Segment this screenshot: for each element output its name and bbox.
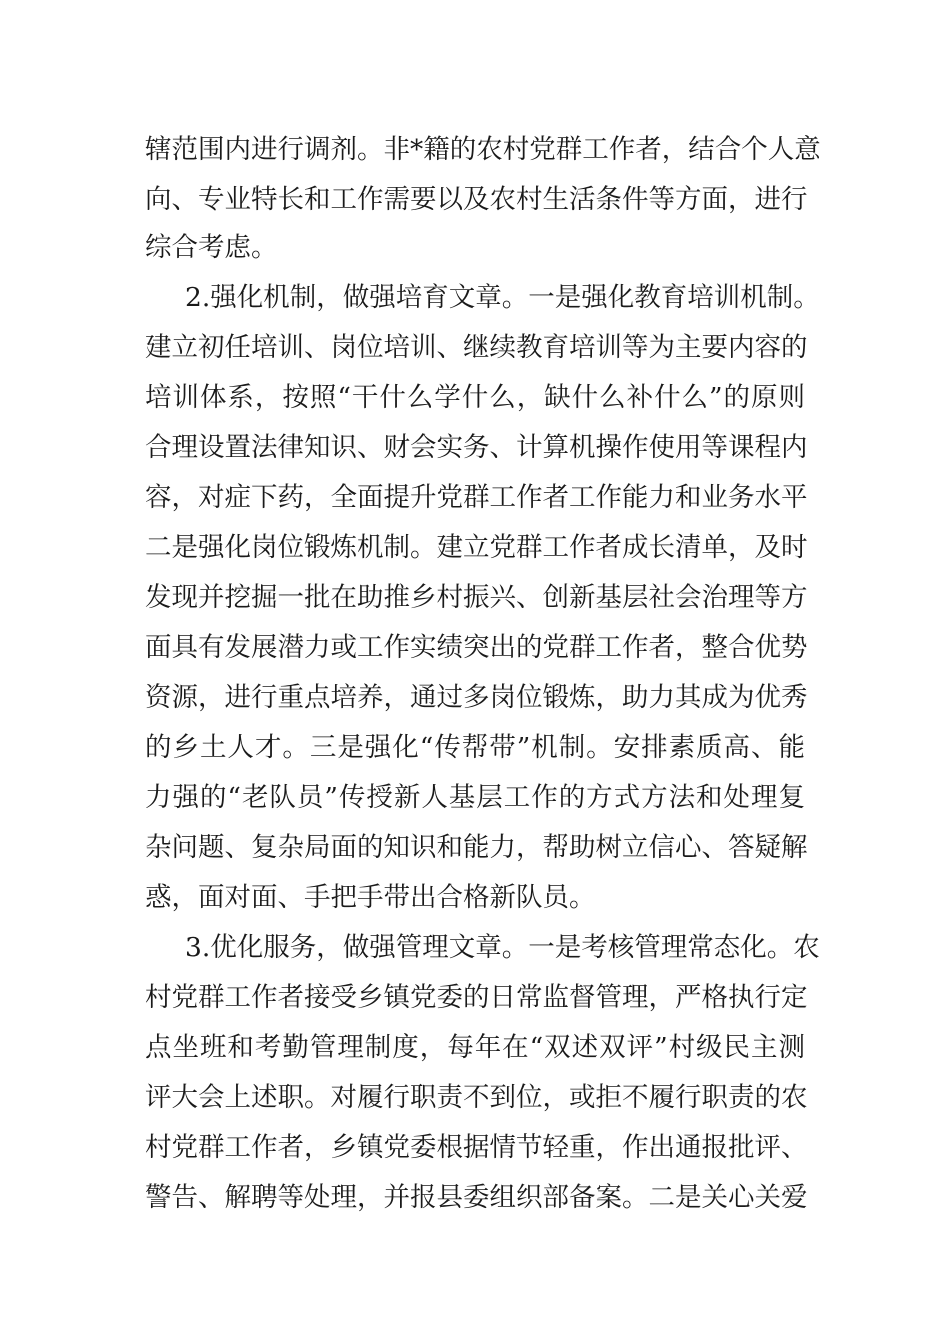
text-line-22: 警告、解聘等处理，并报县委组织部备案。二是关心关爱 <box>145 1182 808 1213</box>
text-line-7: 合理设置法律知识、财会实务、计算机操作使用等课程内 <box>145 432 808 463</box>
text-line-3: 综合考虑。 <box>145 232 278 263</box>
text-line-15: 杂问题、复杂局面的知识和能力，帮助树立信心、答疑解 <box>145 832 808 863</box>
section-heading-3: 3.优化服务，做强管理文章。一是考核管理常态化。农 <box>185 932 820 963</box>
text-line-10: 发现并挖掘一批在助推乡村振兴、创新基层社会治理等方 <box>145 582 808 613</box>
text-line-2: 向、专业特长和工作需要以及农村生活条件等方面，进行 <box>145 184 808 215</box>
text-line-16: 惑，面对面、手把手带出合格新队员。 <box>145 882 596 913</box>
text-line-12: 资源，进行重点培养，通过多岗位锻炼，助力其成为优秀 <box>145 682 808 713</box>
text-line-5: 建立初任培训、岗位培训、继续教育培训等为主要内容的 <box>145 332 808 363</box>
text-line-1: 辖范围内进行调剂。非*籍的农村党群工作者，结合个人意 <box>145 134 821 165</box>
text-line-20: 评大会上述职。对履行职责不到位，或拒不履行职责的农 <box>145 1082 808 1113</box>
text-line-11: 面具有发展潜力或工作实绩突出的党群工作者，整合优势 <box>145 632 808 663</box>
text-line-14: 力强的“老队员”传授新人基层工作的方式方法和处理复 <box>145 782 805 813</box>
text-line-18: 村党群工作者接受乡镇党委的日常监督管理，严格执行定 <box>145 982 808 1013</box>
section-heading-2: 2.强化机制，做强培育文章。一是强化教育培训机制。 <box>185 282 820 313</box>
text-line-8: 容，对症下药，全面提升党群工作者工作能力和业务水平 <box>145 482 808 513</box>
text-line-9: 二是强化岗位锻炼机制。建立党群工作者成长清单，及时 <box>145 532 808 563</box>
text-line-19: 点坐班和考勤管理制度，每年在“双述双评”村级民主测 <box>145 1032 805 1063</box>
text-line-13: 的乡土人才。三是强化“传帮带”机制。安排素质高、能 <box>145 732 805 763</box>
text-line-6: 培训体系，按照“干什么学什么，缺什么补什么”的原则 <box>145 382 805 413</box>
text-line-21: 村党群工作者，乡镇党委根据情节轻重，作出通报批评、 <box>145 1132 808 1163</box>
